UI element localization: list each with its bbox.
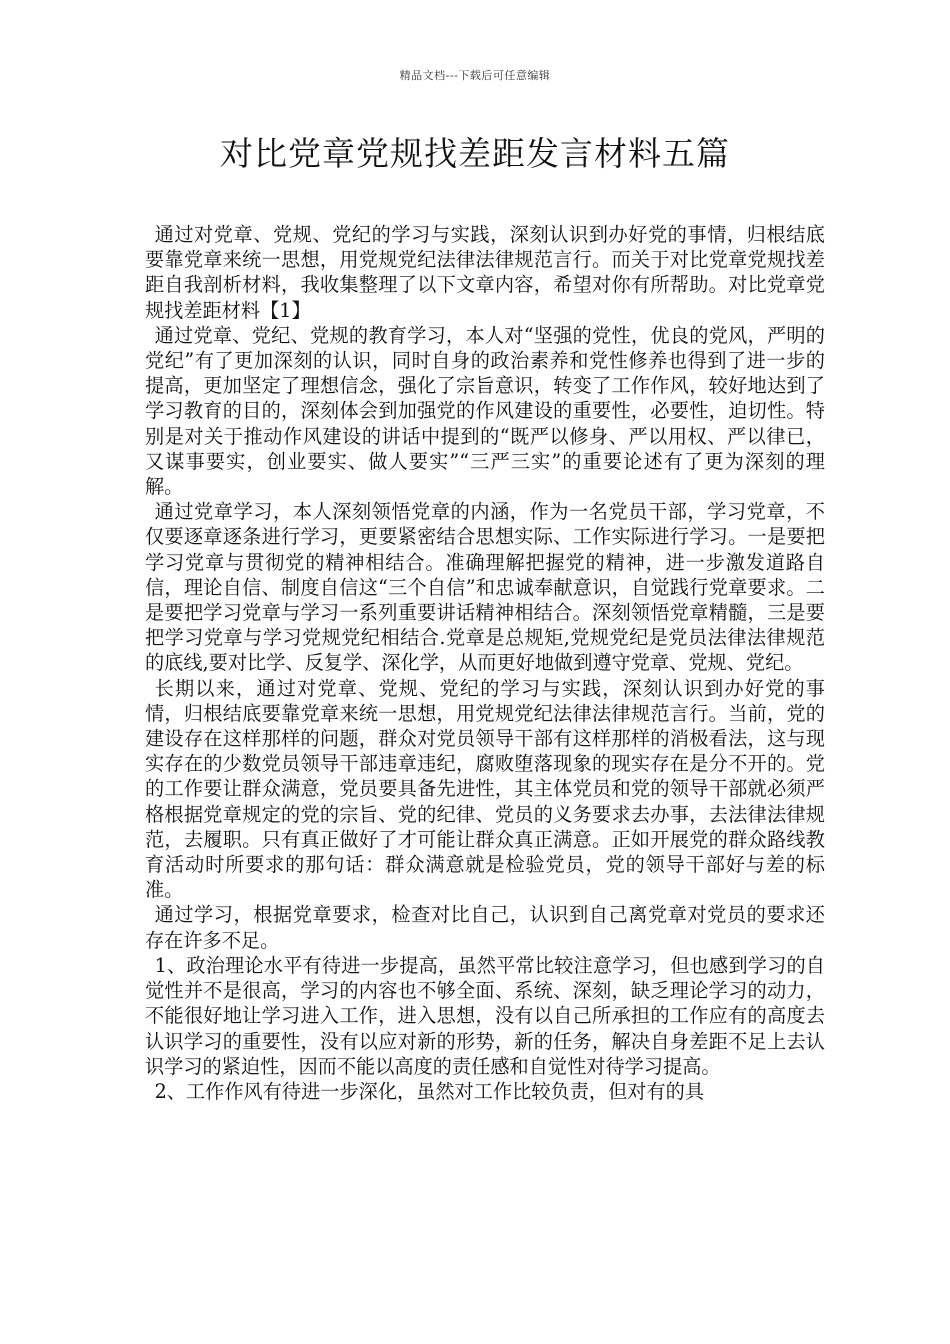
paragraph-5: 通过学习，根据党章要求，检查对比自己，认识到自己离党章对党员的要求还存在许多不足。: [145, 903, 825, 952]
paragraph-2: 通过党章、党纪、党规的教育学习，本人对“坚强的党性，优良的党风，严明的党纪”有了更加深刻的认识，同时自身的政治素养和党性修养也得到了进一步的提高，更加坚定了理想信念，强化了宗旨意识，转变了工作作风，较好地达到了学习教育的目的，深刻体会到加强党的作风建设的重要性，必要性，迫切性。特别是对关于推动作风建设的讲话中提到的“既严以修身、严以用权、严以律已，又谋事要实，创业要实、做人要实”“三严三实”的重要论述有了更为深刻的理解。: [145, 323, 825, 499]
paragraph-3: 通过党章学习，本人深刻领悟党章的内涵，作为一名党员干部，学习党章，不仅要逐章逐条进行学习，更要紧密结合思想实际、工作实际进行学习。一是要把学习党章与贯彻党的精神相结合。准确理解把握党的精神，进一步激发道路自信，理论自信、制度自信这“三个自信”和忠诚奉献意识，自觉践行党章要求。二是要把学习党章与学习一系列重要讲话精神相结合。深刻领悟党章精髓，三是要把学习党章与学习党规党纪相结合.党章是总规矩,党规党纪是党员法律法律规范的底线,要对比学、反复学、深化学，从而更好地做到遵守党章、党规、党纪。: [145, 500, 825, 675]
paragraph-1: 通过对党章、党规、党纪的学习与实践，深刻认识到办好党的事情，归根结底要靠党章来统一思想，用党规党纪法律法律规范言行。而关于对比党章党规找差距自我剖析材料，我收集整理了以下文章内容，希望对你有所帮助。对比党章党规找差距材料【1】: [145, 223, 825, 322]
document-body: [145, 222, 825, 1104]
header-note: 精品文档---下载后可任意编辑: [399, 69, 551, 82]
paragraph-4: 长期以来，通过对党章、党规、党纪的学习与实践，深刻认识到办好党的事情，归根结底要靠党章来统一思想，用党规党纪法律法律规范言行。当前，党的建设存在这样那样的问题，群众对党员领导干部有这样那样的消极看法，这与现实存在的少数党员领导干部违章违纪，腐败堕落现象的现实存在是分不开的。党的工作要让群众满意，党员要具备先进性，其主体党员和党的领导干部就必须严格根据党章规定的党的宗旨、党的纪律、党员的义务要求去办事，去法律法律规范，去履职。只有真正做好了才可能让群众真正满意。正如开展党的群众路线教育活动时所要求的那句话：群众满意就是检验党员，党的领导干部好与差的标准。: [145, 676, 825, 902]
paragraph-7: 2、工作作风有待进一步深化，虽然对工作比较负责，但对有的具: [154, 1079, 705, 1103]
document-title: 对比党章党规找差距发言材料五篇: [220, 134, 730, 173]
paragraph-6: 1、政治理论水平有待进一步提高，虽然平常比较注意学习，但也感到学习的自觉性并不是很高，学习的内容也不够全面、系统、深刻，缺乏理论学习的动力，不能很好地让学习进入工作，进入思想，没有以自己所承担的工作应有的高度去认识学习的重要性，没有以应对新的形势，新的任务，解决自身差距不足上去认识学习的紧迫性，因而不能以高度的责任感和自觉性对待学习提高。: [145, 953, 825, 1078]
